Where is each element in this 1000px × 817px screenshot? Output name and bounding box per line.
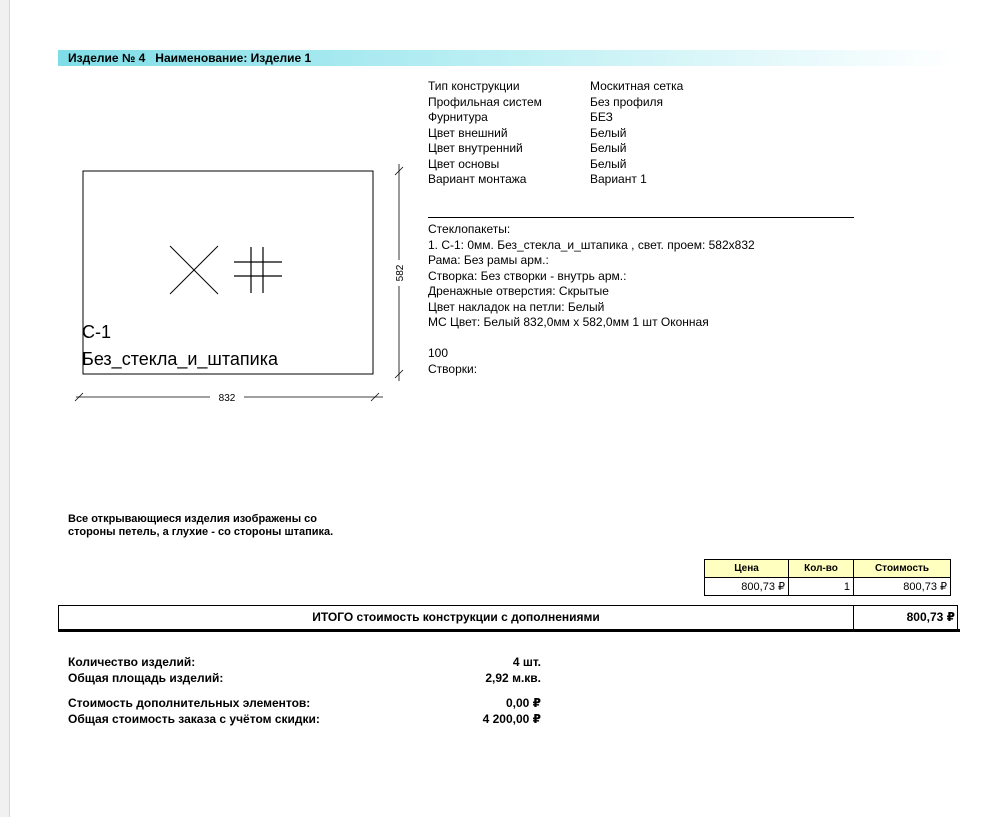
- height-dimension-label: 582: [395, 264, 406, 282]
- grid-symbol: [234, 247, 282, 293]
- specification-list: [428, 79, 683, 188]
- detail-line: Стеклопакеты:: [428, 222, 511, 236]
- page-left-margin: [0, 0, 10, 817]
- product-drawing: [60, 150, 420, 425]
- detail-line: Цвет накладок на петли: Белый: [428, 299, 605, 314]
- glass-type-label: Без_стекла_и_штапика: [82, 349, 278, 369]
- detail-line: Рама: Без рамы арм.:: [428, 253, 549, 267]
- drawing-note: Все открывающиеся изделия изображены со стороны петель, а глухие - со стороны штапика.: [68, 513, 334, 538]
- cost-value: 800,73 ₽: [854, 578, 951, 596]
- summary-row: Количество изделий: 4 шт.: [68, 655, 541, 669]
- spec-divider: [428, 217, 854, 218]
- glass-code-label: С-1: [82, 322, 112, 342]
- product-sketch: [60, 150, 420, 420]
- detail-line: МС Цвет: Белый 832,0мм x 582,0мм 1 шт Оконная: [428, 315, 709, 329]
- spec-row: Фурнитура БЕЗ: [428, 110, 613, 124]
- detail-line: Дренажные отверстия: Скрытые: [428, 284, 609, 298]
- frame-outline: [83, 171, 373, 374]
- cost-header: Стоимость: [854, 560, 951, 578]
- detail-line: 100: [428, 346, 449, 360]
- item-name: Наименование: Изделие 1: [155, 51, 312, 65]
- total-value: 800,73 ₽: [906, 610, 955, 624]
- price-table-header: [705, 560, 951, 578]
- total-row: [58, 605, 958, 629]
- price-table-row: [705, 578, 951, 596]
- summary-row: Общая стоимость заказа с учётом скидки: 4 200,00 ₽: [68, 711, 541, 726]
- item-number: Изделие № 4: [68, 51, 146, 65]
- order-summary: [68, 655, 541, 727]
- summary-row: Стоимость дополнительных элементов: 0,00 ₽: [68, 696, 541, 710]
- spec-row: Тип конструкции Москитная сетка: [428, 79, 684, 93]
- summary-row: Общая площадь изделий: 2,92 м.кв.: [68, 670, 541, 685]
- price-table: [704, 559, 951, 596]
- detail-line: 1. С-1: 0мм. Без_стекла_и_штапика , свет. проем: 582x832: [428, 237, 755, 252]
- spec-row: Цвет основы Белый: [428, 156, 627, 171]
- detail-line: Створка: Без створки - внутрь арм.:: [428, 268, 627, 283]
- quantity-value: 1: [789, 578, 854, 596]
- total-label: ИТОГО стоимость конструкции с дополнениями: [59, 606, 854, 629]
- spec-row: Цвет внутренний Белый: [428, 141, 627, 155]
- spec-row: Профильная систем Без профиля: [428, 94, 664, 109]
- price-value: 800,73 ₽: [705, 578, 789, 596]
- spec-row: Вариант монтажа Вариант 1: [428, 172, 647, 186]
- spec-row: Цвет внешний Белый: [428, 125, 627, 140]
- detail-line: [428, 331, 755, 347]
- quantity-header: Кол-во: [789, 560, 854, 578]
- detail-line: Створки:: [428, 361, 478, 376]
- price-header: Цена: [705, 560, 789, 578]
- width-dimension-label: 832: [218, 393, 236, 404]
- item-header: [68, 50, 311, 66]
- construction-details: [428, 222, 755, 377]
- total-divider: [58, 629, 960, 632]
